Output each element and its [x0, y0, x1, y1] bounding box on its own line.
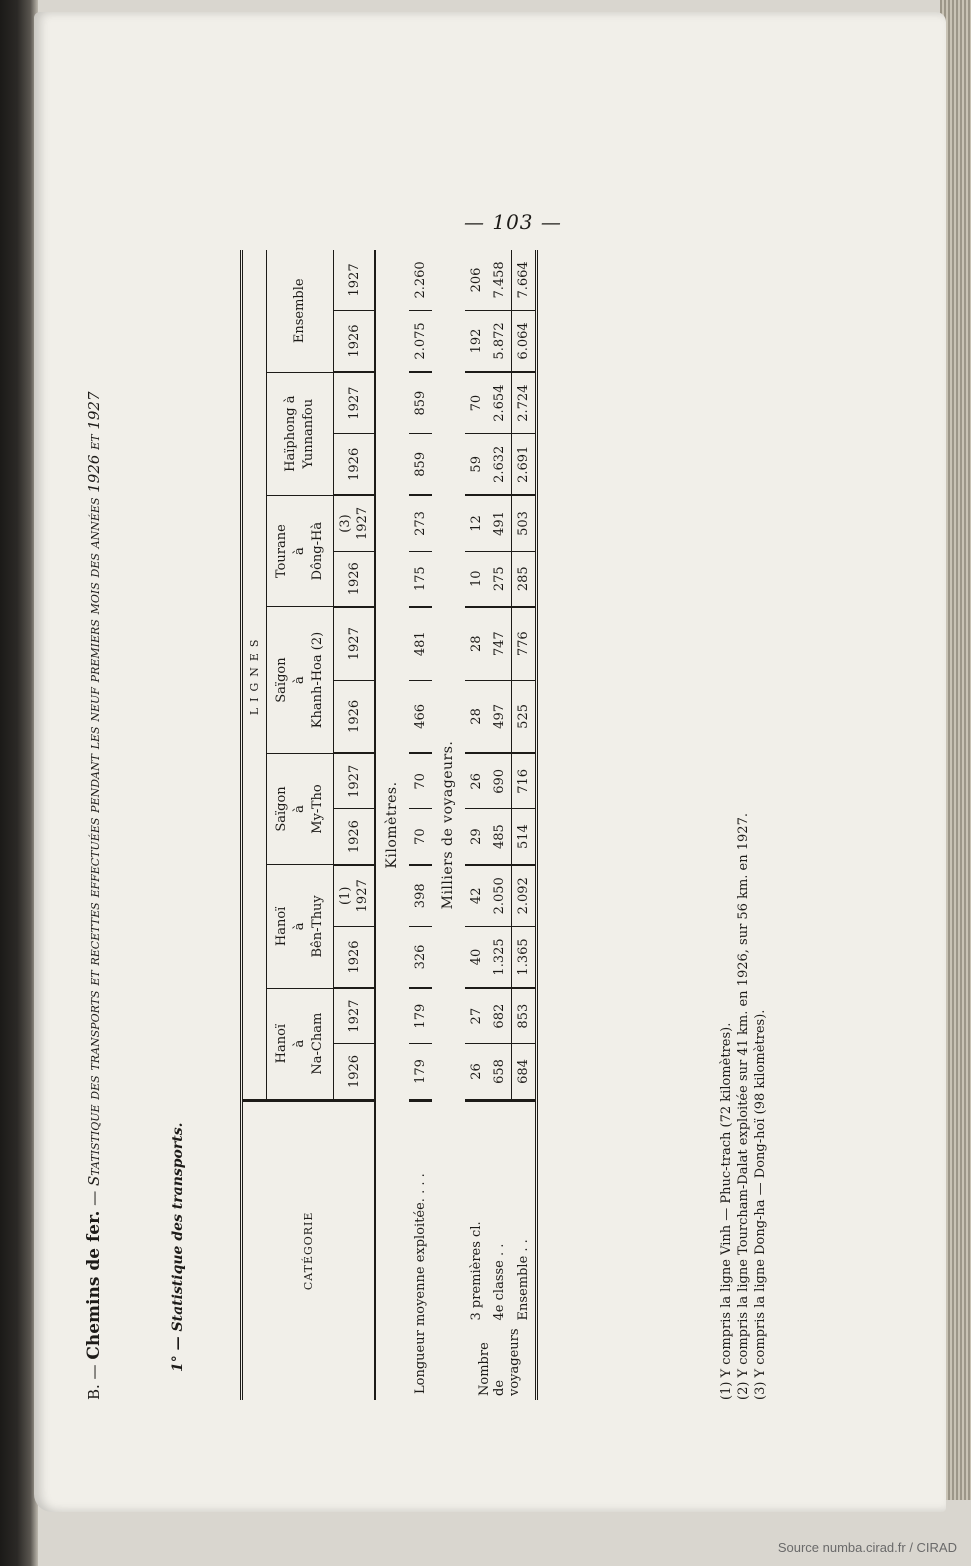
year-header-2-y2: 1927 — [334, 753, 376, 809]
premieres-value-9: 12 — [469, 515, 484, 532]
ensemble-value-2: 1.365 — [512, 926, 537, 988]
year-header-0-y2: 1927 — [334, 988, 376, 1044]
year-header-4-y1: 1926 — [334, 551, 376, 607]
premieres-value-5: 26 — [469, 773, 484, 790]
quatrieme-value-7: 747 — [492, 631, 507, 657]
unit-voyageurs: Milliers de voyageurs. — [440, 740, 456, 910]
longueur-value-4: 70 — [409, 809, 432, 865]
ensemble-row — [512, 250, 537, 1400]
line-header-0: Hanoï à Na-Cham — [267, 988, 334, 1100]
subtitle: 1° — Statistique des transports. — [170, 1122, 186, 1372]
quatrieme-value-2: 1.325 — [488, 926, 512, 988]
longueur-value-1: 179 — [413, 1003, 428, 1029]
transport-statistics-table — [240, 250, 538, 1400]
quatrieme-value-5: 690 — [492, 768, 507, 794]
longueur-value-0: 179 — [409, 1044, 432, 1100]
line-header-3: Saïgon à Khanh-Hoa (2) — [267, 607, 334, 753]
premieres-value-6: 28 — [465, 680, 488, 753]
premieres-value-8: 10 — [465, 551, 488, 607]
quatrieme-value-10: 2.632 — [488, 434, 512, 496]
rotated-table-content — [80, 240, 820, 1420]
year-header-6-y2: 1927 — [334, 250, 376, 310]
year-header-6-y1: 1926 — [334, 310, 376, 372]
premieres-label: 3 premières cl. — [465, 1100, 488, 1326]
quatrieme-value-3: 2.050 — [492, 877, 507, 915]
year-header-1-y2: (1) 1927 — [334, 865, 376, 927]
quatrieme-value-6: 497 — [488, 680, 512, 753]
ensemble-value-9: 503 — [512, 495, 537, 551]
ensemble-value-5: 716 — [512, 753, 537, 809]
ensemble-value-8: 285 — [512, 551, 537, 607]
quatrieme-value-8: 275 — [488, 551, 512, 607]
longueur-label: Longueur moyenne exploitée. . . . — [409, 1100, 432, 1400]
section-heading-rest: — Statistique des transports et recettes effectuées pendant les neuf premiers mois des années 1926 et 1927 — [85, 391, 103, 1206]
ensemble-value-13: 7.664 — [512, 250, 537, 310]
section-prefix: B. — — [85, 1364, 103, 1400]
year-header-5-y2: 1927 — [334, 372, 376, 434]
longueur-value-10: 859 — [409, 434, 432, 496]
premieres-value-3: 42 — [469, 887, 484, 905]
year-header-0-y1: 1926 — [334, 1044, 376, 1100]
quatrieme-value-11: 2.654 — [492, 384, 507, 422]
quatrieme-value-4: 485 — [488, 809, 512, 865]
lignes-header: LIGNES — [242, 250, 267, 1100]
longueur-value-5: 70 — [413, 773, 428, 790]
quatrieme-value-1: 682 — [492, 1003, 507, 1029]
quatrieme-value-13: 7.458 — [492, 261, 507, 299]
ensemble-value-12: 6.064 — [512, 310, 537, 372]
longueur-value-7: 481 — [413, 631, 428, 657]
year-header-3-y2: 1927 — [334, 607, 376, 680]
longueur-row — [409, 250, 432, 1400]
longueur-value-8: 175 — [409, 551, 432, 607]
ensemble-value-0: 684 — [512, 1044, 537, 1100]
premieres-value-12: 192 — [465, 310, 488, 372]
premieres-value-4: 29 — [465, 809, 488, 865]
year-header-1-y1: 1926 — [334, 926, 376, 988]
unit-kilometres: Kilomètres. — [384, 781, 400, 869]
quatrieme-value-12: 5.872 — [488, 310, 512, 372]
premieres-value-13: 206 — [469, 267, 484, 293]
footnote-1: (1) Y compris la ligne Vinh — Phuc-trach (72 kilomètres). — [719, 1022, 734, 1400]
line-header-5: Haïphong à Yunnanfou — [267, 372, 334, 495]
premieres-value-1: 27 — [469, 1007, 484, 1025]
premieres-value-0: 26 — [465, 1044, 488, 1100]
longueur-value-9: 273 — [413, 511, 428, 536]
footnote-2: (2) Y compris la ligne Tourcham-Dalat exploitée sur 41 km. en 1926, sur 56 km. en 1927. — [736, 813, 751, 1400]
line-header-4: Tourane à Dông-Hà — [267, 495, 334, 606]
category-header: CATÉGORIE — [242, 1100, 376, 1400]
longueur-value-11: 859 — [413, 390, 428, 416]
longueur-value-6: 466 — [409, 680, 432, 753]
year-header-4-y2: (3) 1927 — [334, 495, 376, 551]
year-header-5-y1: 1926 — [334, 434, 376, 496]
longueur-value-3: 398 — [413, 883, 428, 909]
ensemble-value-4: 514 — [512, 809, 537, 865]
year-header-2-y1: 1926 — [334, 809, 376, 865]
section-title — [84, 220, 104, 1400]
ensemble-value-1: 853 — [512, 988, 537, 1044]
premieres-value-10: 59 — [465, 434, 488, 496]
footnote-3: (3) Y compris la ligne Dong-ha — Dong-hoï (98 kilomètres). — [753, 1009, 768, 1400]
longueur-value-2: 326 — [409, 926, 432, 988]
quatrieme-value-0: 658 — [488, 1044, 512, 1100]
line-header-6: Ensemble — [267, 250, 334, 372]
ensemble-label: Ensemble . . — [512, 1100, 537, 1326]
ensemble-value-7: 776 — [512, 607, 537, 680]
book-spine-edge — [0, 0, 38, 1566]
ensemble-value-11: 2.724 — [512, 372, 537, 434]
page-number: — 103 — — [464, 210, 562, 234]
quatrieme-row — [488, 250, 512, 1400]
premieres-row — [465, 250, 488, 1400]
ensemble-value-10: 2.691 — [512, 434, 537, 496]
quatrieme-value-9: 491 — [492, 511, 507, 536]
year-header-3-y1: 1926 — [334, 680, 376, 753]
ensemble-value-3: 2.092 — [512, 865, 537, 927]
footnotes — [718, 813, 769, 1400]
section-heading-bold: Chemins de fer. — [84, 1210, 104, 1360]
longueur-value-12: 2.075 — [409, 310, 432, 372]
premieres-value-7: 28 — [469, 635, 484, 652]
longueur-value-13: 2.260 — [413, 261, 428, 299]
nombre-voyageurs-label: Nombre de voyageurs — [477, 1328, 522, 1396]
premieres-value-2: 40 — [465, 926, 488, 988]
line-header-2: Saïgon à My-Tho — [267, 753, 334, 864]
quatrieme-label: 4e classe . . — [488, 1100, 512, 1326]
source-credit: Source numba.cirad.fr / CIRAD — [777, 1540, 957, 1555]
line-header-1: Hanoï à Bên-Thuy — [267, 865, 334, 988]
premieres-value-11: 70 — [469, 394, 484, 412]
ensemble-value-6: 525 — [512, 680, 537, 753]
